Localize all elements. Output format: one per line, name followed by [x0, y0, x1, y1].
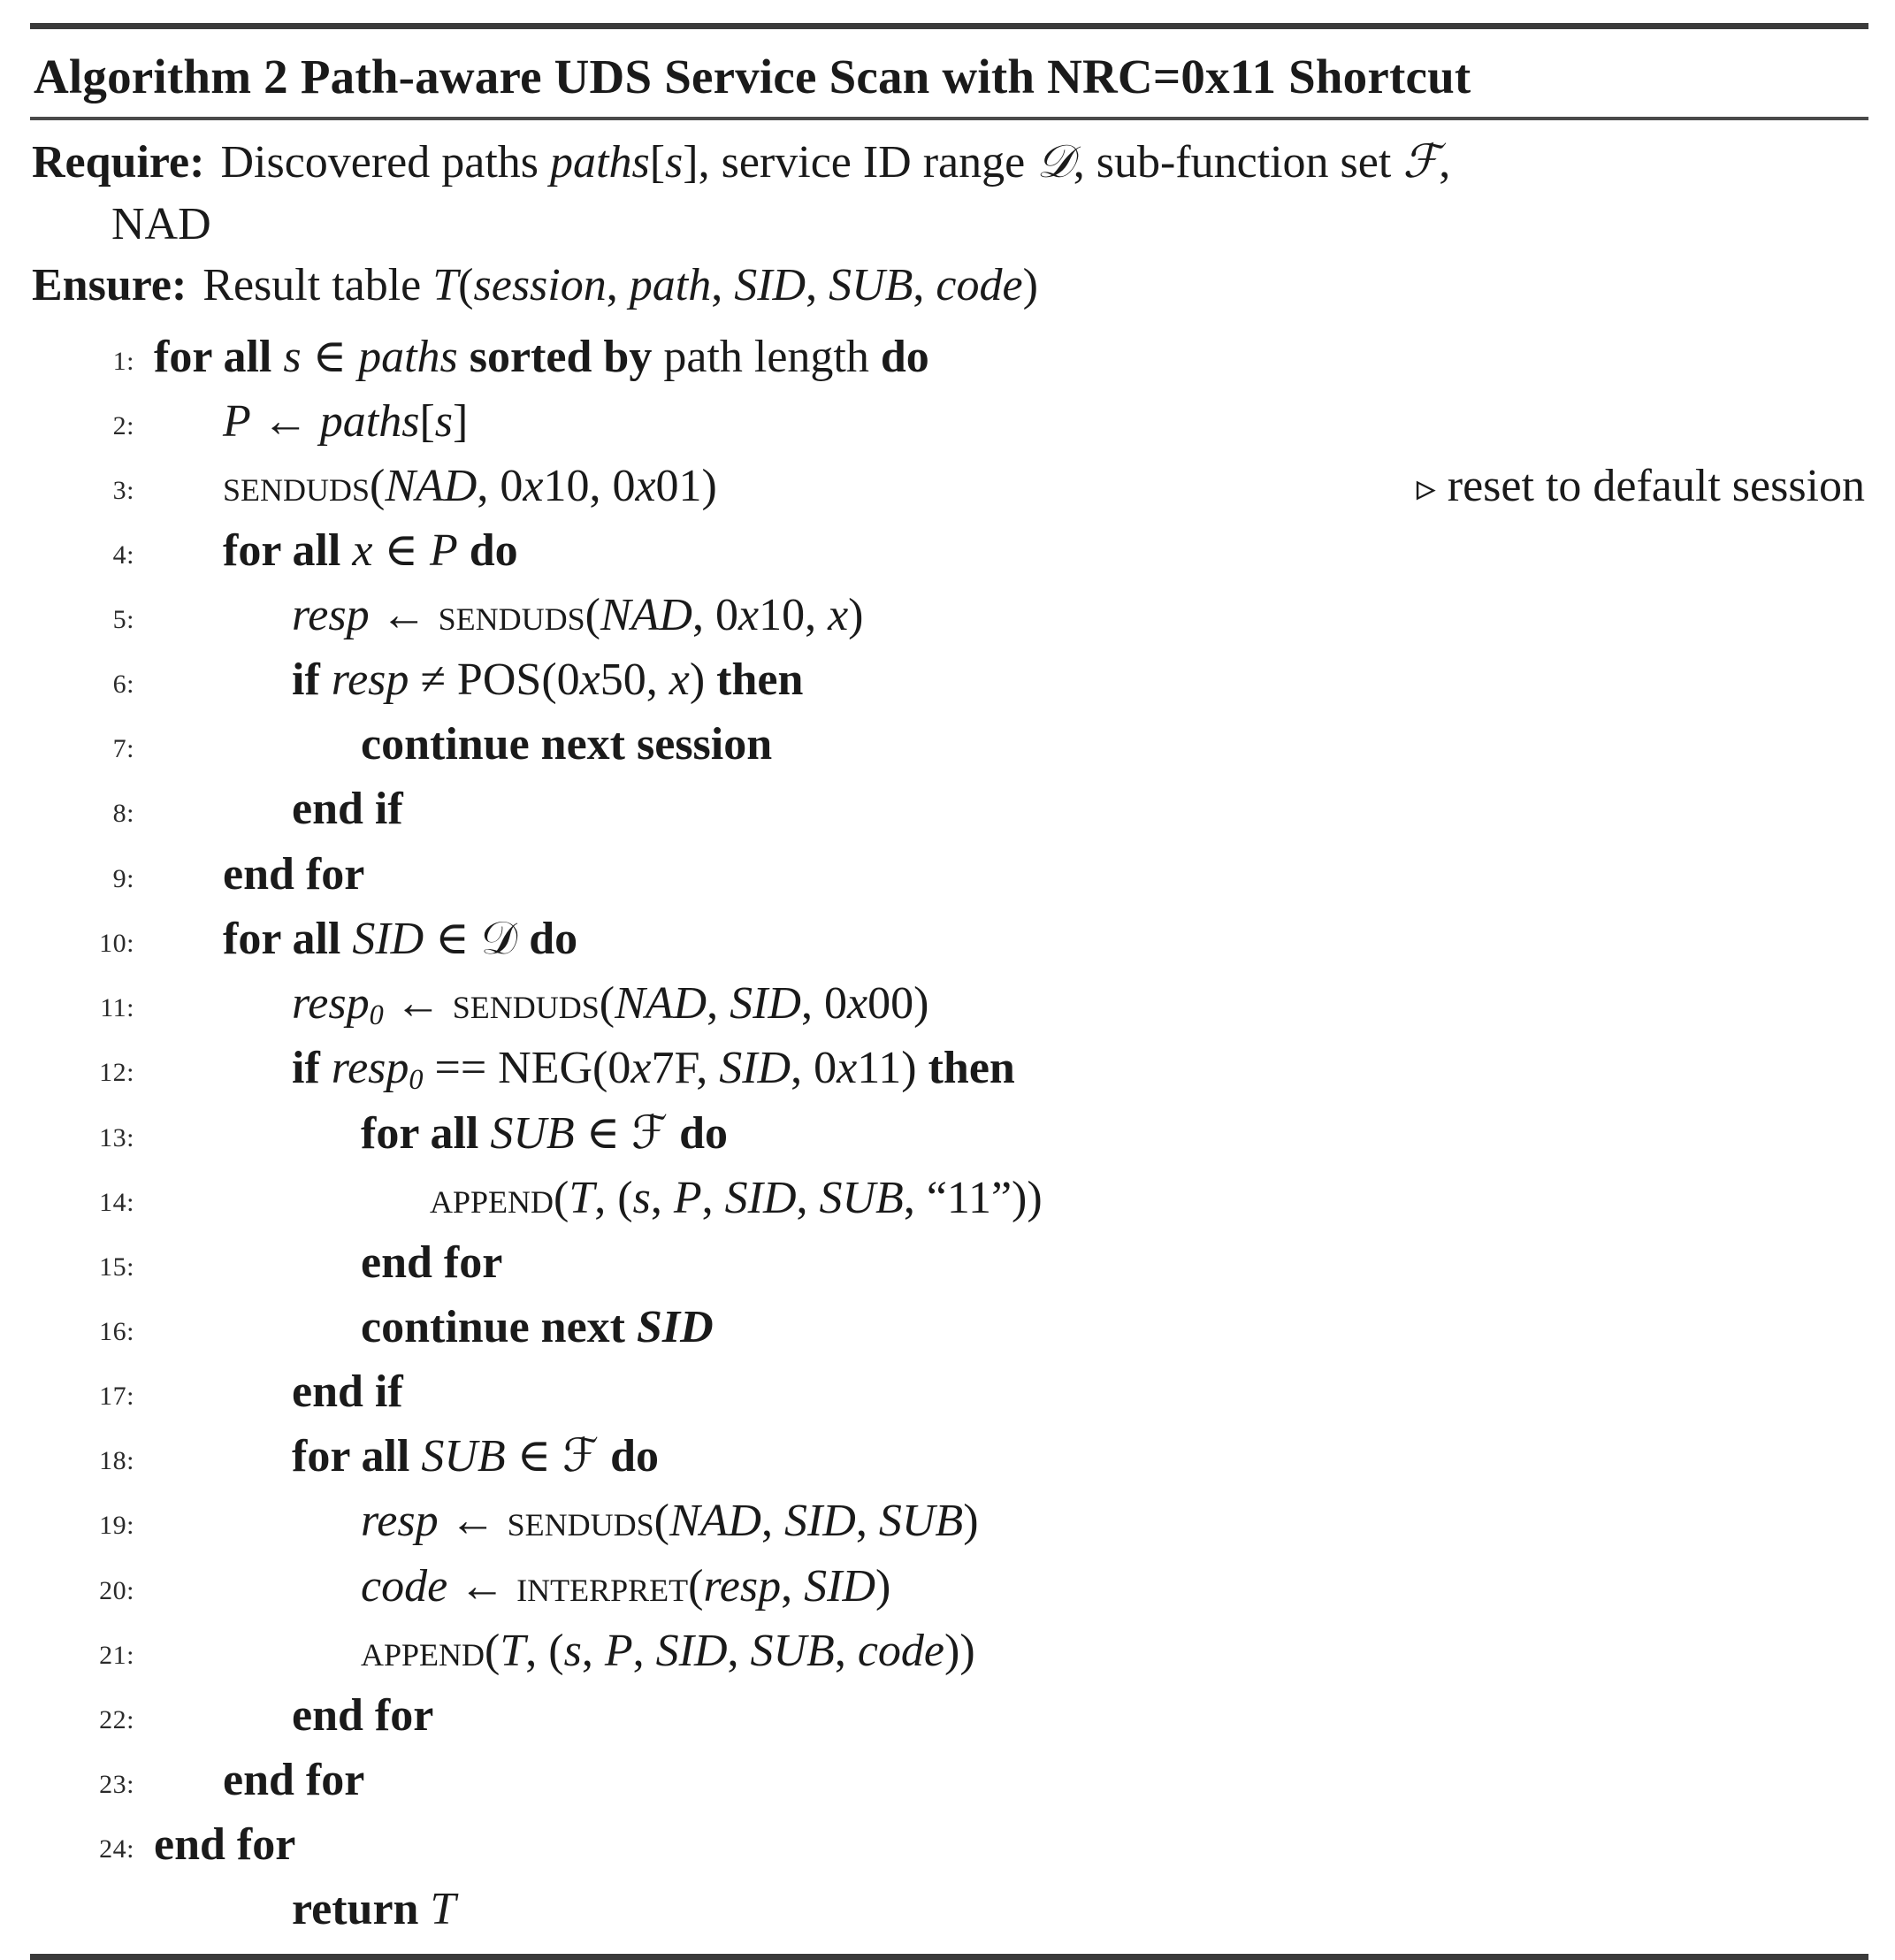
line-number: 12:: [99, 1058, 134, 1088]
algorithm-line: [30, 1036, 1868, 1101]
algorithm-line: [30, 454, 1868, 518]
algorithm-line: [30, 842, 1868, 907]
ensure-label: Ensure:: [32, 260, 187, 311]
algorithm-line: [30, 583, 1868, 647]
algorithm-line: [30, 712, 1868, 777]
line-statement: if resp$_0$ == NEG(0x7F, SID, 0x11) then: [292, 1043, 1015, 1096]
line-comment: ▹ reset to default session: [1416, 461, 1865, 512]
line-number: 18:: [99, 1446, 134, 1476]
algorithm-keyword: Algorithm: [34, 50, 252, 103]
line-statement: append(T, (s, P, SID, SUB, “11”)): [430, 1173, 1043, 1224]
line-statement: end for: [361, 1237, 503, 1289]
line-number: 2:: [112, 410, 134, 440]
ensure-line: [30, 254, 1868, 318]
line-statement: for all s ∈ paths sorted by path length do: [154, 331, 929, 382]
line-number: 7:: [112, 734, 134, 764]
algorithm-line: [30, 1748, 1868, 1812]
line-number: 6:: [112, 670, 134, 700]
algorithm-line: [30, 389, 1868, 454]
line-number: 9:: [112, 863, 134, 893]
algorithm-line: [30, 1166, 1868, 1230]
algorithm-line: [30, 1812, 1868, 1877]
algorithm-steps: [30, 318, 1868, 1941]
require-continuation: NAD: [111, 198, 211, 249]
line-statement: end for: [154, 1818, 296, 1870]
line-number: 11:: [100, 992, 134, 1022]
line-statement: P ← paths[s]: [223, 395, 469, 447]
algorithm-line: [30, 518, 1868, 583]
line-number: 5:: [112, 605, 134, 635]
line-statement: resp$_0$ ← senduds(NAD, SID, 0x00): [292, 977, 929, 1030]
bottom-rule: [30, 1954, 1868, 1960]
line-statement: end for: [223, 1754, 365, 1805]
algorithm-line: [30, 1877, 1868, 1941]
algorithm-line: [30, 325, 1868, 389]
line-number: 19:: [99, 1511, 134, 1541]
algorithm-line: [30, 907, 1868, 971]
line-statement: end if: [292, 784, 403, 835]
line-statement: end if: [292, 1367, 403, 1418]
line-statement: end for: [223, 848, 365, 900]
line-statement: for all SID ∈ 𝒟 do: [223, 913, 578, 964]
line-statement: continue next session: [361, 719, 773, 770]
line-number: 22:: [99, 1704, 134, 1734]
ensure-text: Result table T(session, path, SID, SUB, code): [202, 260, 1038, 311]
line-statement: for all SUB ∈ ℱ do: [292, 1431, 659, 1482]
line-number: 21:: [99, 1640, 134, 1670]
line-number: 16:: [99, 1317, 134, 1347]
algorithm-io-block: [30, 120, 1868, 318]
line-number: 10:: [99, 928, 134, 958]
line-statement: return T: [292, 1883, 456, 1934]
algorithm-line: [30, 1359, 1868, 1424]
algorithm-title: [30, 38, 1868, 117]
algorithm-line: [30, 1424, 1868, 1489]
line-number: 14:: [99, 1188, 134, 1218]
require-label: Require:: [32, 137, 205, 188]
line-number: 23:: [99, 1769, 134, 1799]
line-number: 3:: [112, 476, 134, 506]
algorithm-number: 2: [264, 50, 288, 103]
line-statement: for all SUB ∈ ℱ do: [361, 1107, 728, 1159]
algorithm-line: [30, 777, 1868, 841]
algorithm-line: [30, 1554, 1868, 1619]
line-number: 15:: [99, 1252, 134, 1282]
line-number: 1:: [112, 346, 134, 376]
algorithm-line: [30, 1101, 1868, 1166]
line-statement: append(T, (s, P, SID, SUB, code)): [361, 1625, 975, 1676]
algorithm-line: [30, 1619, 1868, 1683]
line-statement: if resp ≠ POS(0x50, x) then: [292, 655, 804, 706]
require-line: [30, 131, 1868, 195]
line-number: 24:: [99, 1834, 134, 1864]
algorithm-line: [30, 1683, 1868, 1748]
algorithm-line: [30, 1230, 1868, 1295]
algorithm-line: [30, 1489, 1868, 1553]
algorithm-title-text: Path-aware UDS Service Scan with NRC=0x11 Shortcut: [300, 50, 1471, 103]
line-number: 4:: [112, 540, 134, 570]
top-rule: [30, 23, 1868, 29]
line-number: 17:: [99, 1382, 134, 1412]
line-statement: senduds(NAD, 0x10, 0x01) ▹ reset to default session: [154, 456, 1868, 516]
algorithm-line: [30, 1295, 1868, 1359]
require-text: Discovered paths paths[s], service ID range 𝒟, sub-function set ℱ,: [220, 135, 1451, 189]
line-statement: for all x ∈ P do: [223, 525, 518, 577]
line-number: 8:: [112, 799, 134, 829]
line-statement: resp ← senduds(NAD, SID, SUB): [361, 1496, 979, 1547]
algorithm-line: [30, 647, 1868, 712]
algorithm-line: [30, 971, 1868, 1037]
line-statement: continue next SID: [361, 1302, 714, 1353]
line-number: 20:: [99, 1575, 134, 1605]
line-statement: end for: [292, 1689, 434, 1741]
line-statement: code ← interpret(resp, SID): [361, 1560, 891, 1612]
line-number: 13:: [99, 1122, 134, 1152]
line-statement: resp ← senduds(NAD, 0x10, x): [292, 590, 864, 641]
